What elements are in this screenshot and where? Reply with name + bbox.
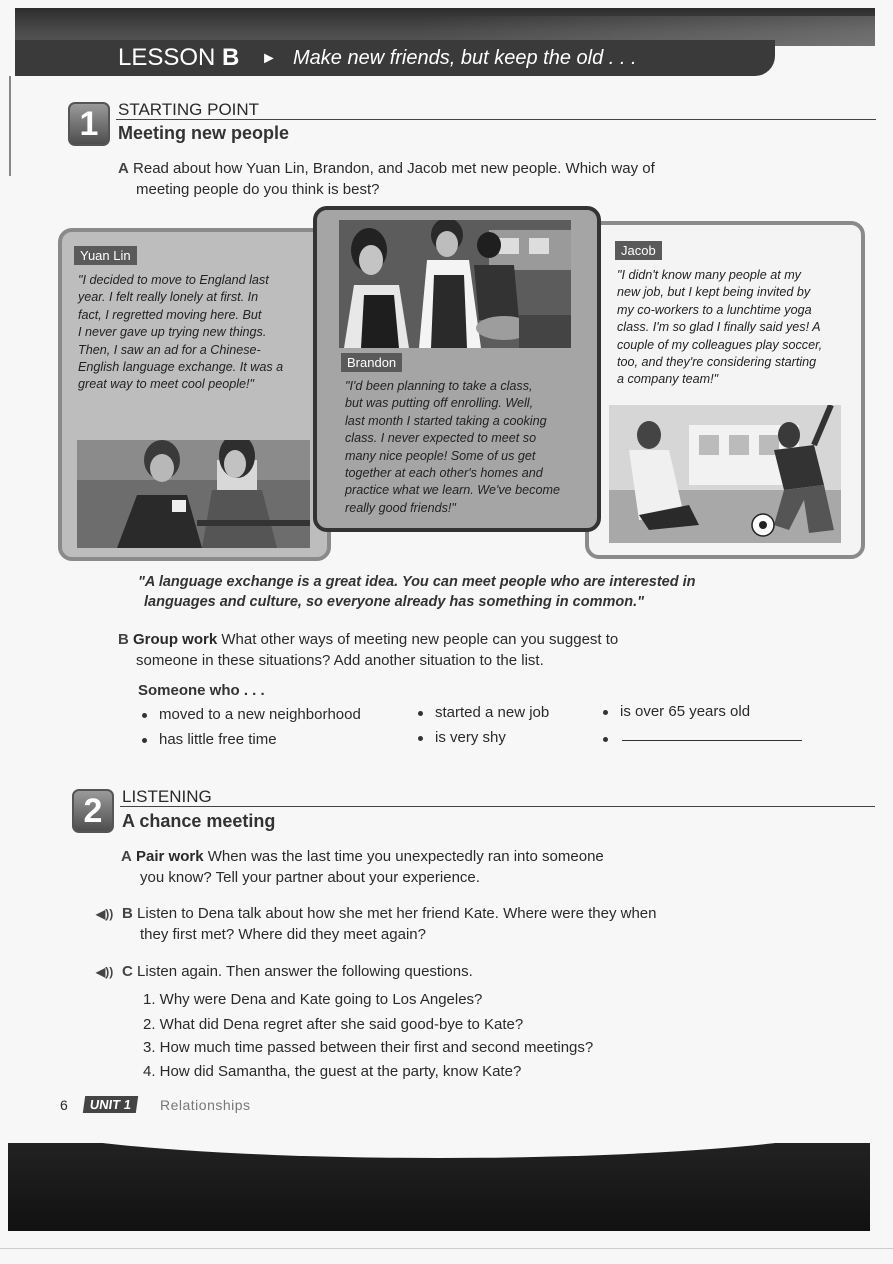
unit-name: Relationships: [160, 1097, 251, 1113]
story-text: "I didn't know many people at my new job, but I kept being invited by my co-workers to a lunchtime yoga class. I'm so glad I finally said yes! A couple of my colleagues play soccer, too, and they're considering starting a company team!": [617, 268, 823, 387]
page-edge: [0, 1248, 893, 1249]
story-name: Brandon: [341, 353, 402, 372]
write-in-line[interactable]: [622, 740, 802, 741]
audio-speaker-icon[interactable]: ◀)): [96, 965, 114, 979]
photo-cooking-class: [339, 220, 571, 348]
list-item: is very shy: [418, 729, 506, 746]
section-title: Meeting new people: [118, 123, 290, 143]
story-text: "I'd been planning to take a class, but was putting off enrolling. Well, last month I started taking a cooking class. I never expected to meet so many nice people! Some of us get together at each other's homes and practice what we learn. We've become really good friends!": [345, 379, 560, 515]
list-item: is over 65 years old: [603, 703, 750, 720]
margin-rule: [9, 76, 11, 176]
audio-speaker-icon[interactable]: ◀)): [96, 907, 114, 921]
lesson-subtitle: Make new friends, but keep the old . . .: [293, 47, 637, 69]
list-item: has little free time: [142, 731, 277, 748]
photo-language-exchange: [77, 440, 310, 548]
lesson-header-bar: [15, 40, 775, 76]
section-divider: [116, 119, 876, 120]
exercise-a-instructions: A Pair work When was the last time you unexpectedly ran into someone you know? Tell your partner about your experience.: [121, 848, 604, 886]
section-number-1: 1: [68, 102, 110, 146]
section-title: A chance meeting: [122, 811, 276, 831]
section-label: LISTENING: [122, 787, 212, 806]
photo-office-soccer: [609, 405, 841, 543]
story-name: Jacob: [615, 241, 662, 260]
play-arrow-icon: ►: [261, 50, 277, 67]
story-text: "I decided to move to England last year. I felt really lonely at first. In fact, I regretted moving here. But I never gave up trying new things. Then, I saw an ad for a Chinese- English language exchange. It was a great way to meet cool people!": [78, 273, 284, 392]
example-answer: "A language exchange is a great idea. You can meet people who are interested in languages and culture, so everyone already has something in common.": [138, 574, 696, 610]
unit-badge: UNIT 1: [83, 1096, 139, 1113]
lesson-label: LESSON B: [118, 44, 240, 71]
question-item: 2. What did Dena regret after she said good-bye to Kate?: [143, 1016, 524, 1033]
exercise-b-instructions: B Listen to Dena talk about how she met her friend Kate. Where were they when they first met? Where did they meet again?: [122, 905, 657, 943]
story-name: Yuan Lin: [74, 246, 137, 265]
story-card-brandon: [313, 206, 601, 532]
exercise-c-instructions: C Listen again. Then answer the following questions.: [122, 963, 473, 980]
question-item: 4. How did Samantha, the guest at the party, know Kate?: [143, 1063, 522, 1080]
section-number-2: 2: [72, 789, 114, 833]
story-card-jacob: [585, 221, 865, 559]
list-item: moved to a new neighborhood: [142, 706, 361, 723]
someone-who-heading: Someone who . . .: [138, 682, 265, 699]
section-divider: [120, 806, 875, 807]
question-item: 3. How much time passed between their first and second meetings?: [143, 1039, 594, 1056]
exercise-b-instructions: B Group work What other ways of meeting new people can you suggest to someone in these situations? Add another situation to the list.: [118, 631, 619, 669]
section-label: STARTING POINT: [118, 100, 260, 119]
page-number: 6: [60, 1097, 68, 1113]
list-item-blank: [603, 730, 620, 747]
story-card-yuan: [58, 228, 331, 561]
list-item: started a new job: [418, 704, 549, 721]
exercise-a-instructions: A Read about how Yuan Lin, Brandon, and Jacob met new people. Which way of meeting people do you think is best?: [118, 160, 655, 198]
question-item: 1. Why were Dena and Kate going to Los Angeles?: [143, 991, 483, 1008]
